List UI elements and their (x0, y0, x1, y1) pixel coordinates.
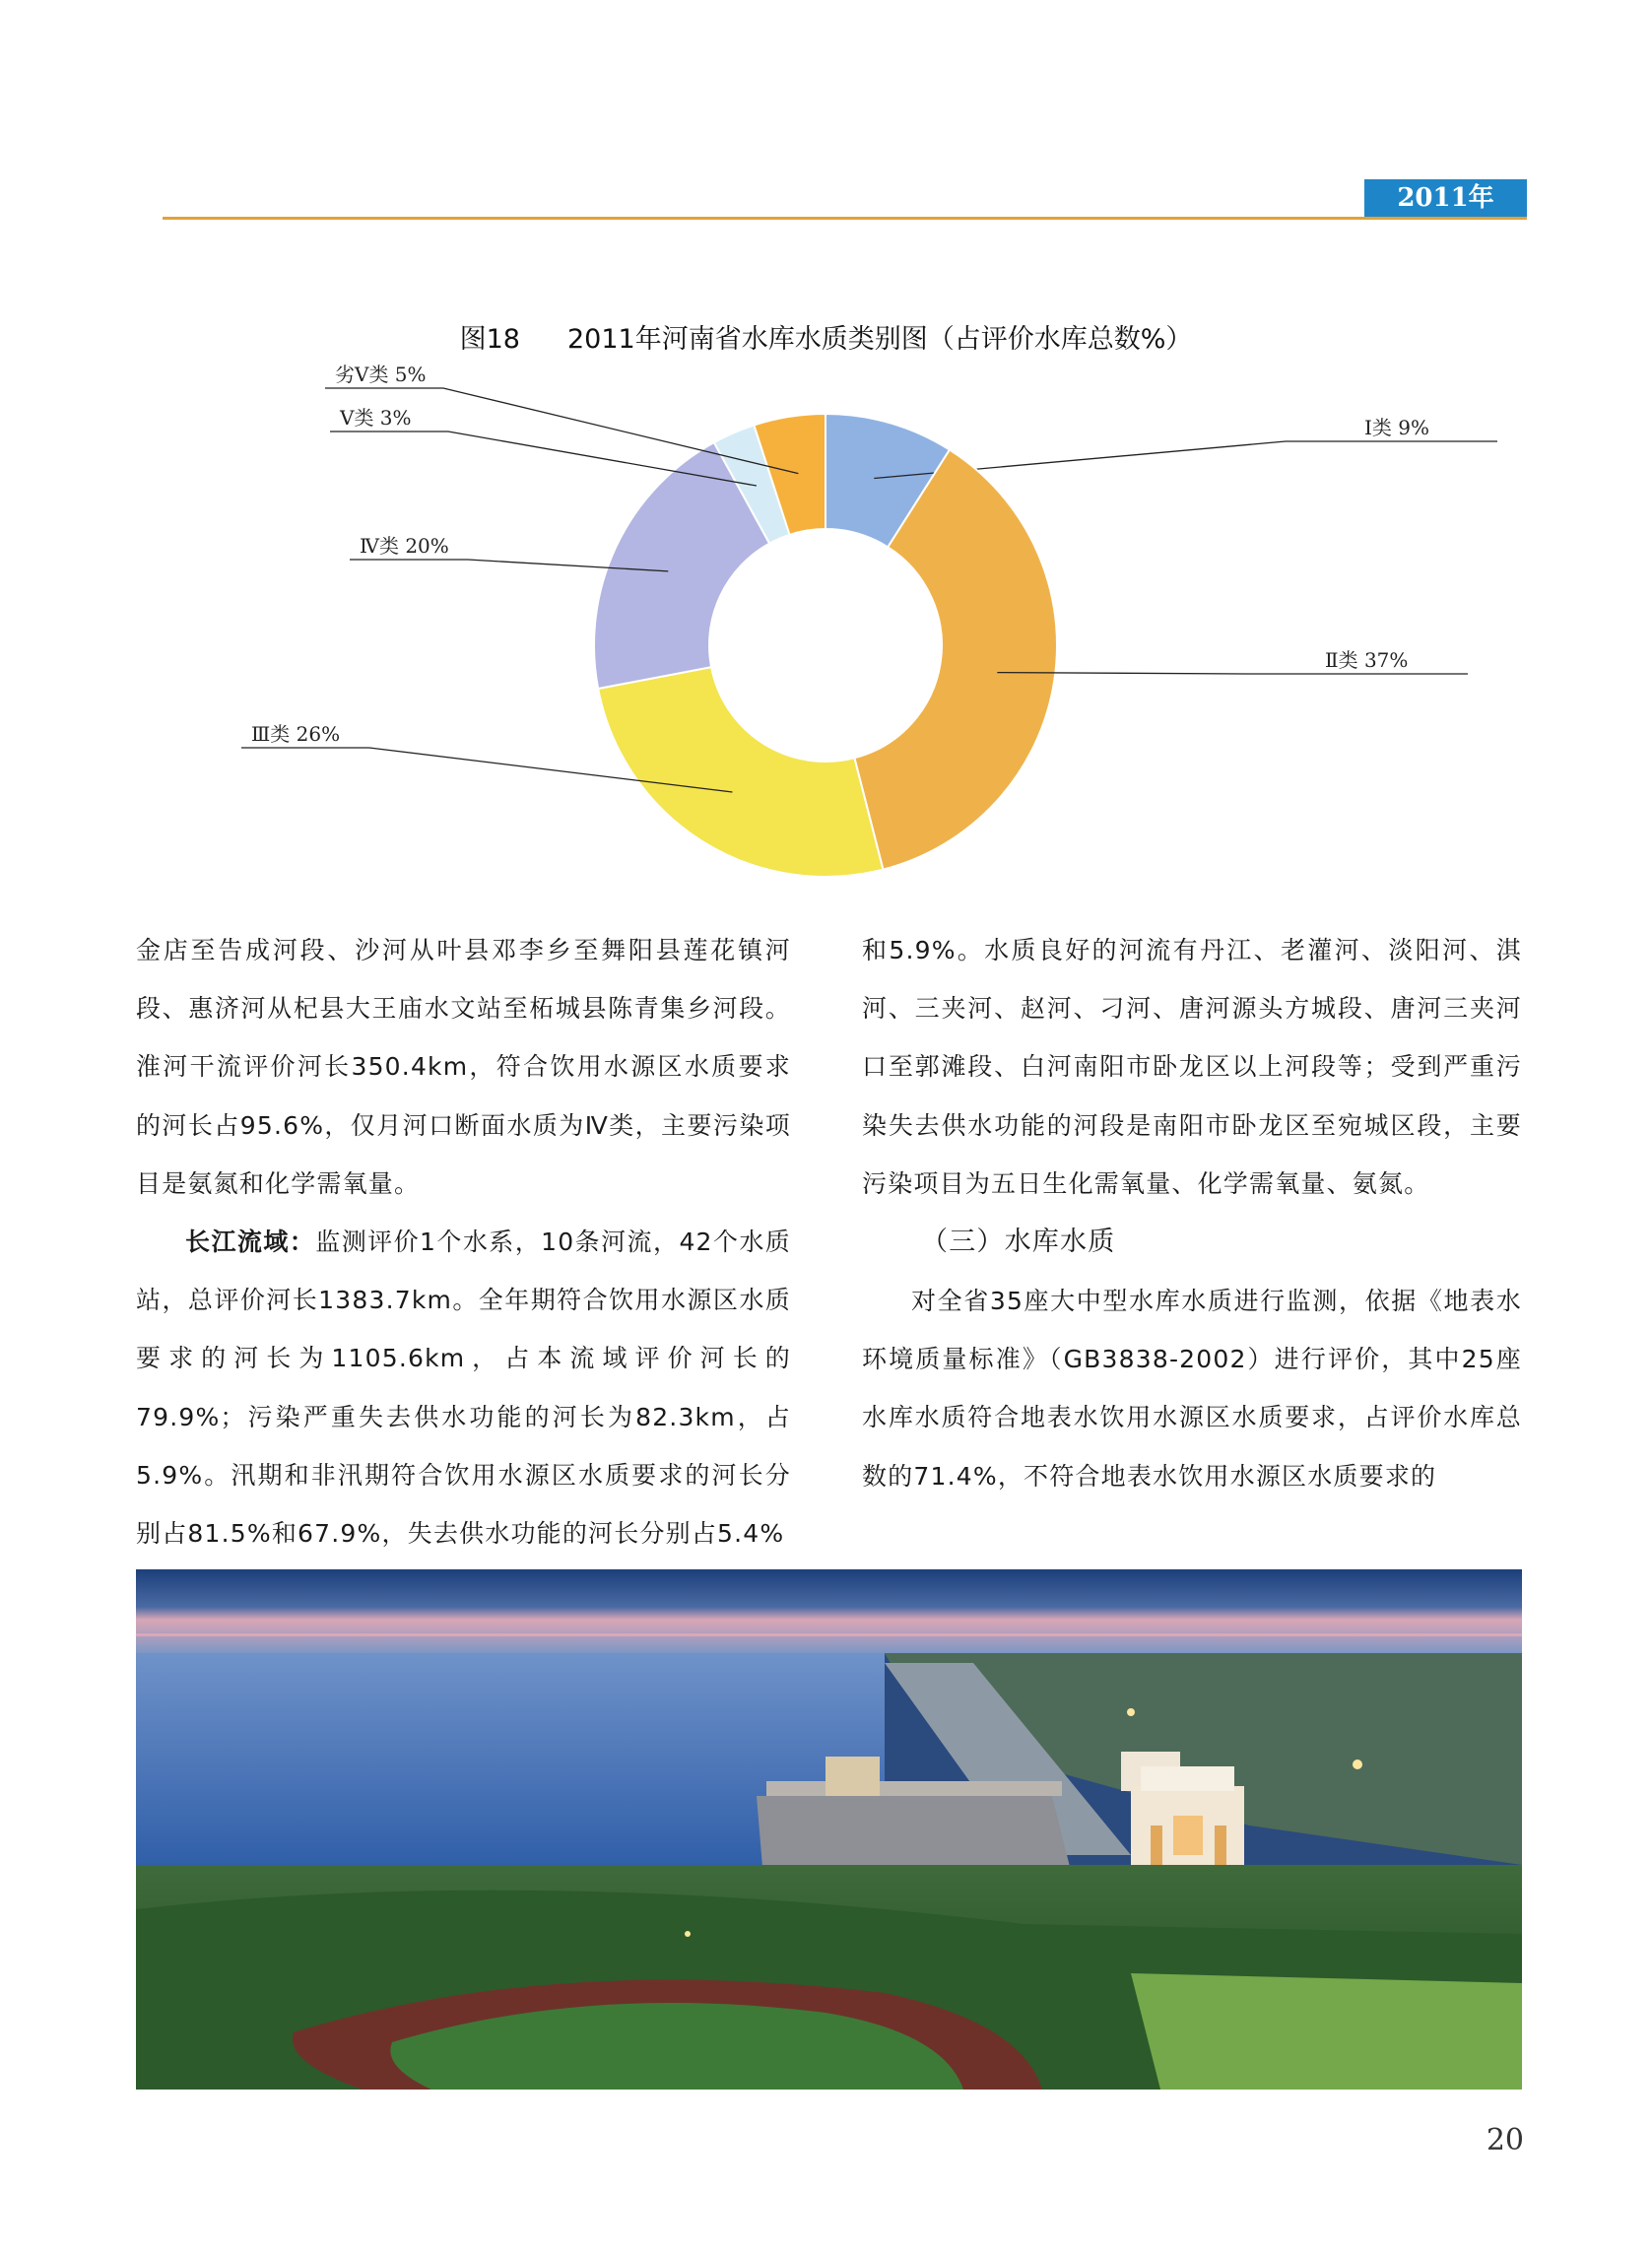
right-paragraph-2: 对全省35座大中型水库水质进行监测，依据《地表水环境质量标准》（GB3838-2002）进行评价，其中25座水库水质符合地表水饮用水源区水质要求，占评价水库总数的71.4%，不符合地表水饮用水源区水质要求的 (862, 1287, 1522, 1491)
right-paragraph-1: 和5.9%。水质良好的河流有丹江、老灌河、淡阳河、淇河、三夹河、赵河、刁河、唐河源头方城段、唐河三夹河口至郭滩段、白河南阳市卧龙区以上河段等；受到严重污染失去供水功能的河段是南阳市卧龙区至宛城区段，主要污染项目为五日生化需氧量、化学需氧量、氨氮。 (862, 936, 1522, 1198)
year-badge: 2011年 (1364, 179, 1527, 217)
left-paragraph-1: 金店至告成河段、沙河从叶县邓李乡至舞阳县莲花镇河段、惠济河从杞县大王庙水文站至柘城县陈青集乡河段。淮河干流评价河长350.4km，符合饮用水源区水质要求的河长占95.6%，仅月河口断面水质为Ⅳ类，主要污染项目是氨氮和化学需氧量。 (136, 936, 791, 1198)
figure-number: 图18 (459, 324, 520, 355)
right-column (862, 921, 1522, 1505)
section-lead: 长江流域： (185, 1228, 316, 1257)
header-rule (163, 217, 1527, 220)
slice-label: Ⅱ类 37% (1325, 648, 1409, 672)
left-paragraph-2-text: 监测评价1个水系，10条河流，42个水质站，总评价河长1383.7km。全年期符合饮用水源区水质要求的河长为1105.6km，占本流域评价河长的79.9%；污染严重失去供水功能的河长为82.3km，占5.9%。汛期和非汛期符合饮用水源区水质要求的河长分别占81.5%和67.9%，失去供水功能的河长分别占5.4% (136, 1228, 791, 1549)
slice-label: 劣Ⅴ类 5% (335, 363, 427, 386)
left-paragraph-2 (136, 1213, 791, 1562)
slice-label: Ⅳ类 20% (360, 534, 449, 558)
section-heading: （三）水库水质 (921, 1227, 1116, 1258)
slice-label: Ⅲ类 26% (251, 722, 341, 746)
slice-label: Ⅰ类 9% (1364, 416, 1429, 439)
reservoir-dam-photo (136, 1569, 1522, 2090)
figure-caption: 2011年河南省水库水质类别图（占评价水库总数%） (566, 324, 1193, 355)
donut-slice (598, 667, 883, 877)
figure-title (0, 317, 1652, 356)
page-number: 20 (1486, 2123, 1524, 2157)
slice-label: Ⅴ类 3% (340, 406, 412, 430)
left-column (136, 921, 791, 1562)
